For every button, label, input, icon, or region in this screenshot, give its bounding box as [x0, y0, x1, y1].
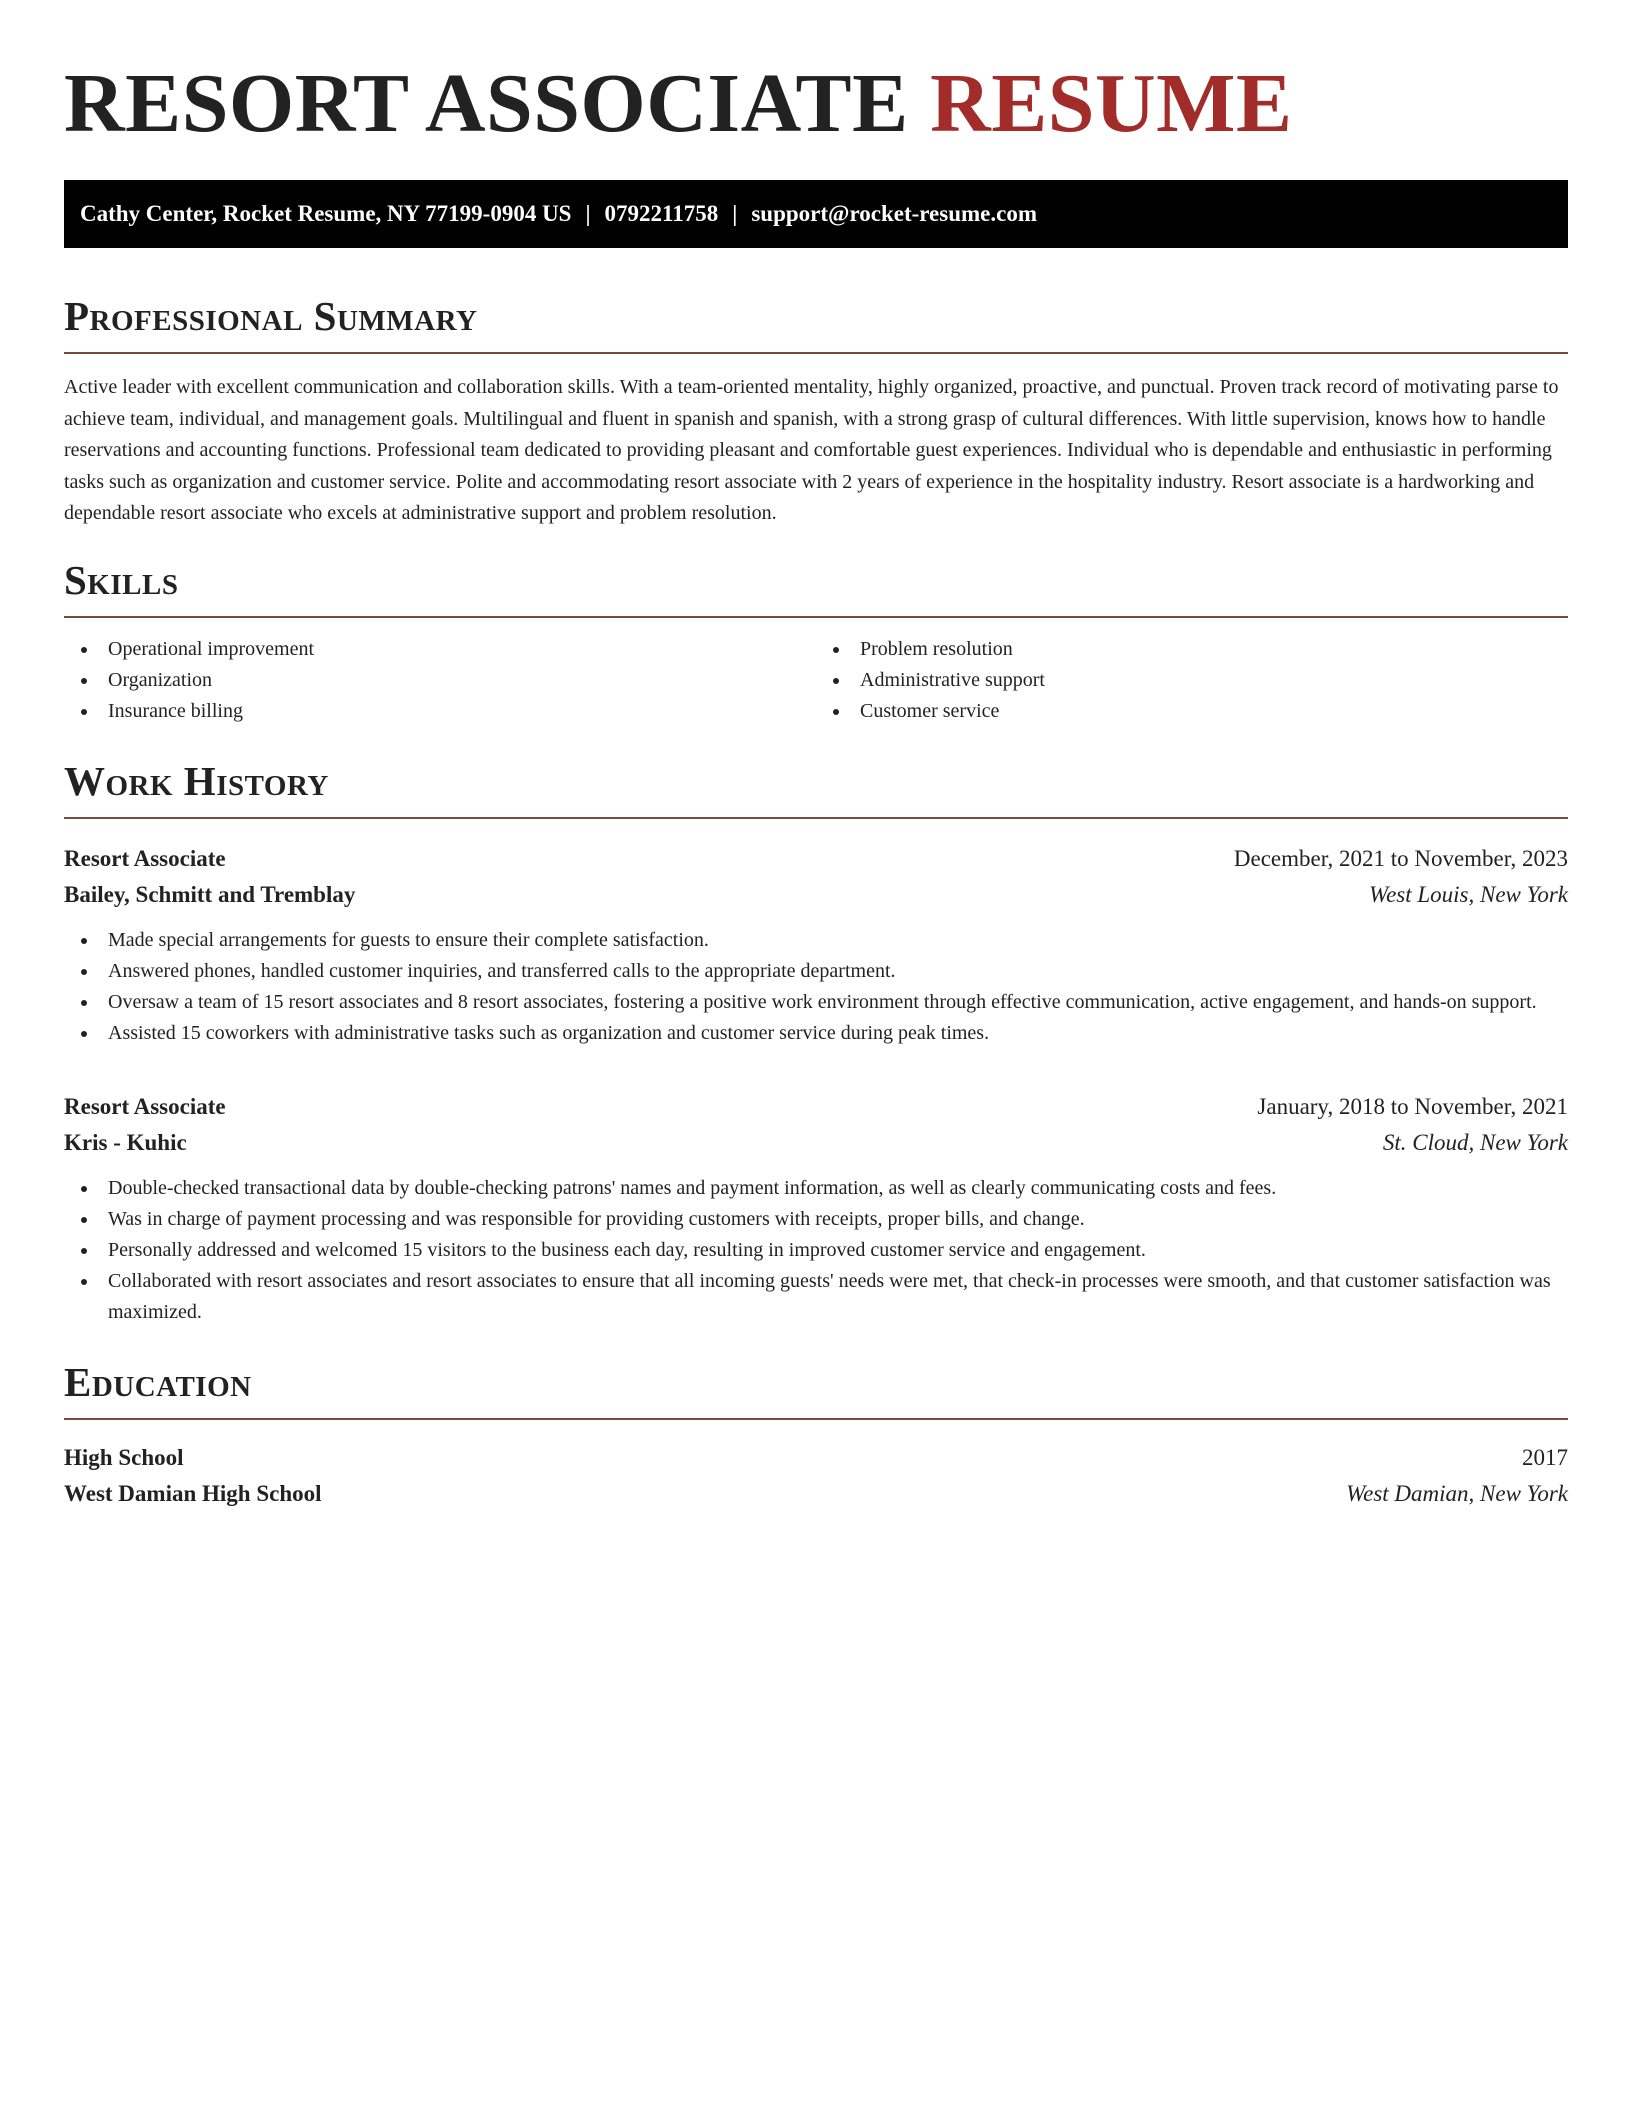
summary-text: Active leader with excellent communication and collaboration skills. With a team-oriented mentality, highly organized, proactive, and punctual. Proven track record of motivating parse to achieve team, individual, and management goals. Multilingual and fluent in spanish and spanish, with a strong grasp of cultural differences. With little supervision, knows how to handle reservations and accounting functions. Professional team dedicated to providing pleasant and comfortable guest experiences. Individual who is dependable and enthusiastic in performing tasks such as organization and customer service. Polite and accommodating resort associate with 2 years of experience in the hospitality industry. Resort associate is a hardworking and dependable resort associate who excels at administrative support and problem resolution.: [64, 376, 1559, 524]
resume-title: [64, 0, 1568, 152]
skills-heading: Skills: [64, 556, 179, 603]
job-location: West Louis, New York: [1369, 881, 1568, 907]
education-header-row: [64, 1440, 1568, 1476]
education-section: [64, 1358, 1568, 1512]
job-bullet: Double-checked transactional data by double-checking patrons' names and payment information, as well as clearly communicating costs and fees.: [64, 1173, 1568, 1204]
job-title: Resort Associate: [64, 845, 226, 871]
job-company-row: [64, 877, 1568, 913]
contact-separator: |: [585, 201, 591, 226]
job-company: Kris - Kuhic: [64, 1129, 187, 1155]
education-year: 2017: [1522, 1444, 1568, 1470]
job-bullet: Assisted 15 coworkers with administrative tasks such as organization and customer service during peak times.: [64, 1018, 1568, 1049]
skill-item: Insurance billing: [64, 696, 816, 727]
section-divider: [64, 616, 1568, 618]
skill-item: Customer service: [816, 696, 1568, 727]
skill-item: Operational improvement: [64, 634, 816, 665]
title-accent: RESUME: [930, 57, 1293, 150]
contact-phone: 0792211758: [604, 201, 719, 226]
contact-separator: |: [732, 201, 738, 226]
education-school: West Damian High School: [64, 1480, 322, 1506]
job-header-row: [64, 1089, 1568, 1125]
summary-section: [64, 292, 1568, 530]
skills-grid: [64, 634, 1568, 727]
job-dates: January, 2018 to November, 2021: [1257, 1093, 1568, 1119]
title-main: RESORT ASSOCIATE: [64, 57, 909, 150]
skills-column-right: [816, 634, 1568, 727]
job-company-row: [64, 1125, 1568, 1161]
work-history-section: [64, 757, 1568, 1328]
job-bullet: Was in charge of payment processing and was responsible for providing customers with receipts, proper bills, and change.: [64, 1204, 1568, 1235]
job-bullet: Answered phones, handled customer inquiries, and transferred calls to the appropriate department.: [64, 956, 1568, 987]
skill-item: Organization: [64, 665, 816, 696]
job-entry: [64, 841, 1568, 1049]
education-entry: [64, 1440, 1568, 1512]
job-bullets: [64, 925, 1568, 1049]
work-history-heading: Work History: [64, 757, 329, 804]
job-bullets: [64, 1173, 1568, 1328]
skill-item: Problem resolution: [816, 634, 1568, 665]
education-heading: Education: [64, 1358, 252, 1405]
job-title: Resort Associate: [64, 1093, 226, 1119]
contact-email: support@rocket-resume.com: [751, 201, 1037, 226]
section-divider: [64, 1418, 1568, 1420]
section-divider: [64, 352, 1568, 354]
job-bullet: Made special arrangements for guests to ensure their complete satisfaction.: [64, 925, 1568, 956]
section-divider: [64, 817, 1568, 819]
job-bullet: Collaborated with resort associates and resort associates to ensure that all incoming guests' needs were met, that check-in processes were smooth, and that customer satisfaction was maximized.: [64, 1266, 1568, 1328]
contact-bar: [64, 180, 1568, 248]
education-degree: High School: [64, 1444, 184, 1470]
job-company: Bailey, Schmitt and Tremblay: [64, 881, 356, 907]
skill-item: Administrative support: [816, 665, 1568, 696]
job-bullet: Personally addressed and welcomed 15 visitors to the business each day, resulting in improved customer service and engagement.: [64, 1235, 1568, 1266]
skills-column-left: [64, 634, 816, 727]
education-location: West Damian, New York: [1346, 1480, 1568, 1506]
job-dates: December, 2021 to November, 2023: [1233, 845, 1568, 871]
summary-heading: Professional Summary: [64, 293, 478, 339]
job-location: St. Cloud, New York: [1382, 1129, 1568, 1155]
job-entry: [64, 1089, 1568, 1328]
contact-address: Cathy Center, Rocket Resume, NY 77199-0904 US: [80, 201, 572, 226]
job-bullet: Oversaw a team of 15 resort associates and 8 resort associates, fostering a positive work environment through effective communication, active engagement, and hands-on support.: [64, 987, 1568, 1018]
skills-section: [64, 556, 1568, 727]
job-header-row: [64, 841, 1568, 877]
education-school-row: [64, 1476, 1568, 1512]
